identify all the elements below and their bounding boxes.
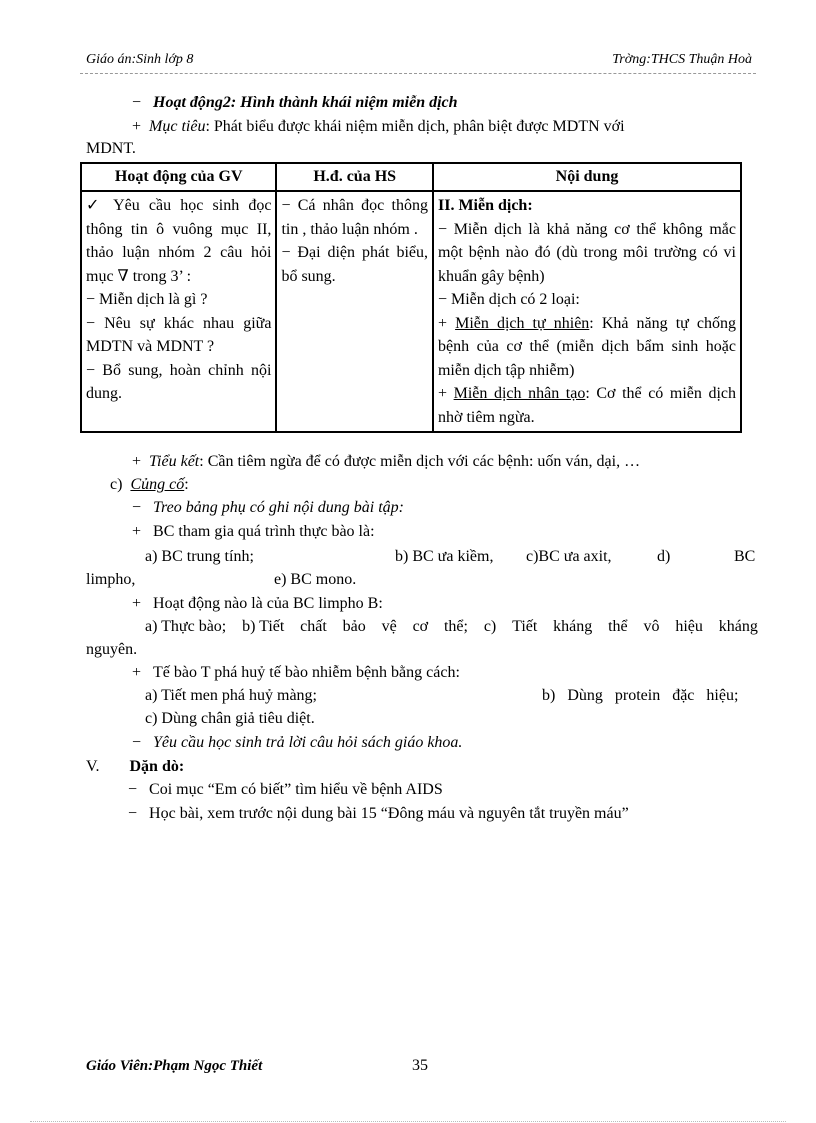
plus-bullet: +	[437, 314, 448, 332]
gv-cell	[81, 191, 276, 432]
q1-opt-d-limpho: limpho,	[86, 571, 136, 588]
q2-word: kháng	[718, 618, 758, 635]
summary-label: Tiểu kết	[149, 453, 200, 470]
q1-opt-d: d)	[657, 548, 671, 565]
col-header-content: Nội dung	[433, 163, 741, 191]
gv-item: − Bổ sung, hoàn chỉnh nội dung.	[86, 361, 272, 402]
q2-options	[145, 617, 758, 637]
gv-item: − Miễn dịch là gì ?	[86, 291, 208, 308]
consolidation-label: Củng cố	[130, 476, 185, 493]
natural-immunity-desc: : Khả năng tự chống bệnh của cơ thể (miễn dịch bẩm sinh hoặc miễn dịch tập nhiễm)	[437, 314, 737, 379]
content-p3	[438, 312, 736, 383]
content-cell	[433, 191, 741, 432]
assignment-item	[128, 780, 443, 800]
dash-bullet: −	[132, 499, 142, 516]
q3-opt-c: c) Dùng chân giả tiêu diệt.	[145, 710, 315, 727]
content-title: II. Miễn dịch:	[437, 197, 533, 214]
q2-word: cơ	[412, 618, 429, 635]
question-2	[132, 594, 383, 614]
question-1-text: BC tham gia quá trình thực bào là:	[153, 523, 375, 540]
assignment-item-text: Học bài, xem trước nội dung bài 15 “Đông máu và nguyên tắt truyền máu”	[149, 805, 629, 822]
homework-line	[132, 733, 462, 753]
header-divider	[80, 73, 756, 74]
col-header-hs: H.đ. của HS	[276, 163, 433, 191]
question-3	[132, 663, 460, 683]
assignment-colon: :	[178, 758, 185, 775]
assignment-label: Dặn dò	[129, 758, 179, 775]
question-2-text: Hoạt động nào là của BC limpho B:	[153, 595, 383, 612]
assignment-number: V.	[86, 758, 100, 775]
footer-teacher: Giáo Viên:Phạm Ngọc Thiết	[86, 1058, 263, 1074]
hs-item: − Cá nhân đọc thông tin , thảo luận nhóm .	[281, 197, 428, 238]
q3-opt-b: b) Dùng protein đặc hiệu;	[542, 687, 739, 704]
q2-word: thể	[608, 618, 628, 635]
q2-word: c)	[483, 618, 497, 635]
activity-table	[80, 162, 742, 433]
hs-item: − Đại diện phát biểu, bổ sung.	[281, 244, 428, 285]
q1-opt-e: e) BC mono.	[274, 571, 357, 588]
dash-bullet: −	[128, 781, 138, 798]
artificial-immunity-desc: : Cơ thể có miễn dịch nhờ tiêm ngừa.	[437, 385, 737, 426]
q2-word: vô	[643, 618, 660, 635]
q2-word: chất	[300, 618, 327, 635]
section-prefix: c)	[110, 476, 123, 493]
bottom-divider	[30, 1121, 786, 1122]
header-school: Trờng:THCS Thuận Hoà	[612, 52, 752, 67]
board-line	[132, 498, 404, 518]
dash-bullet: −	[128, 805, 138, 822]
content-p4	[438, 382, 736, 429]
question-3-text: Tế bào T phá huỷ tế bào nhiễm bệnh bằng cách:	[153, 664, 460, 681]
q2-word: bảo	[342, 618, 366, 635]
q1-opt-c: c)BC ưa axit,	[526, 548, 612, 565]
q2-word: thể;	[443, 618, 468, 635]
natural-immunity-term: Miễn dịch tự nhiên	[455, 314, 590, 332]
content-p1: − Miễn dịch là khả năng cơ thể không mắc một bệnh nào đó (dù trong môi trường có vi khuẩn gây bệnh)	[437, 220, 736, 285]
assignment-heading	[86, 757, 184, 777]
assignment-item	[128, 804, 629, 824]
q2-word: kháng	[553, 618, 593, 635]
goal-label: Mục tiêu	[149, 118, 206, 135]
q3-opt-a: a) Tiết men phá huỷ màng;	[145, 687, 317, 704]
table-header-row	[81, 163, 741, 191]
plus-bullet: +	[132, 595, 142, 612]
dash-bullet: −	[132, 94, 142, 111]
gv-item: − Nêu sự khác nhau giữa MDTN và MDNT ?	[86, 314, 272, 355]
q2-word: a) Thực bào;	[145, 618, 227, 635]
q1-opt-a: a) BC trung tính;	[145, 548, 254, 565]
plus-bullet: +	[437, 385, 448, 402]
activity2-title: Hoạt động2: Hình thành khái niệm miễn dịch	[153, 94, 458, 111]
q2-continuation: nguyên.	[86, 641, 138, 658]
q1-opt-d-bc: BC	[734, 548, 756, 565]
question-1	[132, 522, 375, 542]
assignment-item-text: Coi mục “Em có biết” tìm hiểu về bệnh AIDS	[149, 781, 443, 798]
plus-bullet: +	[132, 664, 142, 681]
activity2-title-line	[132, 93, 458, 113]
col-header-gv: Hoạt động của GV	[81, 163, 276, 191]
consolidation-heading: c) Củng cố:	[110, 476, 189, 493]
hs-cell	[276, 191, 433, 432]
plus-bullet: +	[132, 118, 142, 135]
q1-opt-b: b) BC ưa kiềm,	[395, 548, 494, 565]
goal-text-2: MDNT.	[86, 140, 136, 157]
content-p2: − Miễn dịch có 2 loại:	[437, 291, 580, 308]
q2-word: hiệu	[675, 618, 703, 635]
activity2-goal-line	[132, 117, 758, 137]
table-row	[81, 191, 741, 432]
q2-word: b) Tiết	[242, 618, 285, 635]
header-subject: Giáo án:Sinh lớp 8	[86, 52, 194, 67]
q2-word: Tiết	[512, 618, 538, 635]
summary-line	[132, 452, 640, 472]
summary-text: : Cần tiêm ngừa để có được miễn dịch với các bệnh: uốn ván, dại, …	[199, 453, 641, 470]
page-number: 35	[412, 1057, 428, 1074]
q2-word: vệ	[381, 618, 397, 635]
dash-bullet: −	[132, 734, 142, 751]
plus-bullet: +	[132, 453, 142, 470]
plus-bullet: +	[132, 523, 142, 540]
board-text: Treo bảng phụ có ghi nội dung bài tập:	[153, 499, 404, 516]
homework-text: Yêu cầu học sinh trả lời câu hỏi sách giáo khoa.	[153, 734, 463, 751]
goal-text-1: : Phát biểu được khái niệm miễn dịch, phân biệt được MDTN với	[205, 118, 625, 135]
artificial-immunity-term: Miễn dịch nhân tạo	[453, 385, 586, 402]
gv-item: ✓ Yêu cầu học sinh đọc thông tin ô vuông mục II, thảo luận nhóm 2 câu hỏi mục ∇ trong 3’ :	[86, 197, 272, 285]
